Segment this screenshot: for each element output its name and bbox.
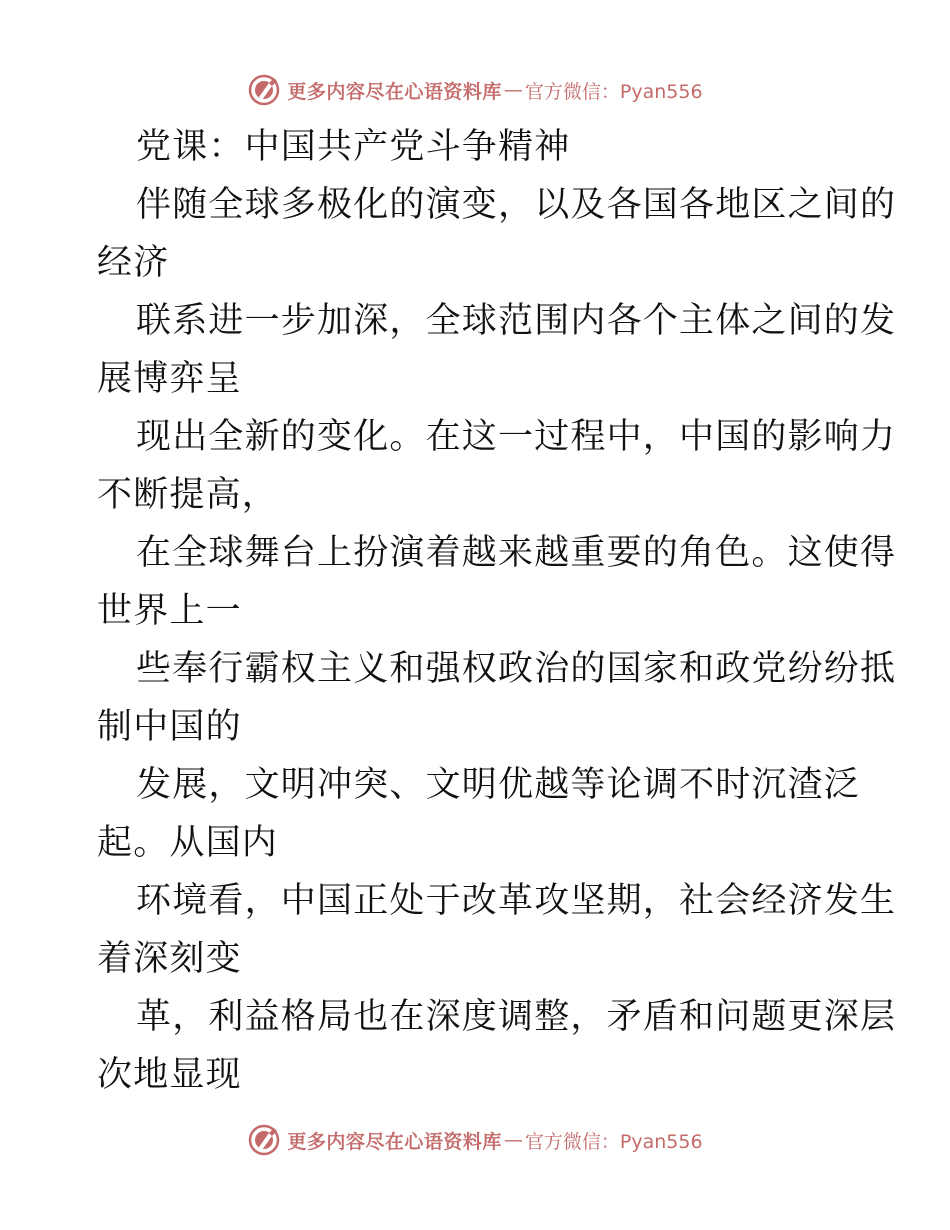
pen-nib-logo-icon — [247, 73, 281, 107]
footer-banner-separator: — — [503, 1129, 523, 1151]
paragraph-line: 联系进一步加深，全球范围内各个主体之间的发 — [136, 301, 897, 341]
paragraph-line: 制中国的 — [97, 707, 242, 747]
paragraph-line: 次地显现 — [97, 1055, 242, 1095]
paragraph-line: 在全球舞台上扮演着越来越重要的角色。这使得 — [136, 533, 897, 573]
paragraph-line: 现出全新的变化。在这一过程中，中国的影响力 — [136, 417, 897, 457]
paragraph-line: 不断提高， — [97, 475, 279, 515]
paragraph-line: 发展，文明冲突、文明优越等论调不时沉渣泛 — [136, 765, 861, 805]
paragraph-line: 环境看，中国正处于改革攻坚期，社会经济发生 — [136, 881, 897, 921]
paragraph-line: 革，利益格局也在深度调整，矛盾和问题更深层 — [136, 997, 897, 1037]
paragraph-line: 些奉行霸权主义和强权政治的国家和政党纷纷抵 — [136, 649, 897, 689]
header-wechat-text: 官方微信：Pyan556 — [524, 80, 703, 103]
document-title: 党课：中国共产党斗争精神 — [136, 127, 571, 167]
paragraph-line: 展博弈呈 — [97, 359, 242, 399]
paragraph-line: 经济 — [97, 243, 170, 283]
paragraph-line: 着深刻变 — [97, 939, 242, 979]
document-body — [97, 118, 897, 1104]
paragraph-line: 伴随全球多极化的演变，以及各国各地区之间的 — [136, 185, 897, 225]
footer-wechat-text: 官方微信：Pyan556 — [524, 1130, 703, 1153]
footer-banner — [0, 1120, 950, 1160]
header-banner-separator: — — [503, 79, 523, 101]
paragraph-line: 起。从国内 — [97, 823, 279, 863]
paragraph-line: 世界上一 — [97, 591, 242, 631]
footer-banner-text: 更多内容尽在心语资料库 — [287, 1130, 502, 1153]
pen-nib-logo-icon — [247, 1123, 281, 1157]
header-banner — [0, 70, 950, 110]
header-banner-text: 更多内容尽在心语资料库 — [287, 80, 502, 103]
